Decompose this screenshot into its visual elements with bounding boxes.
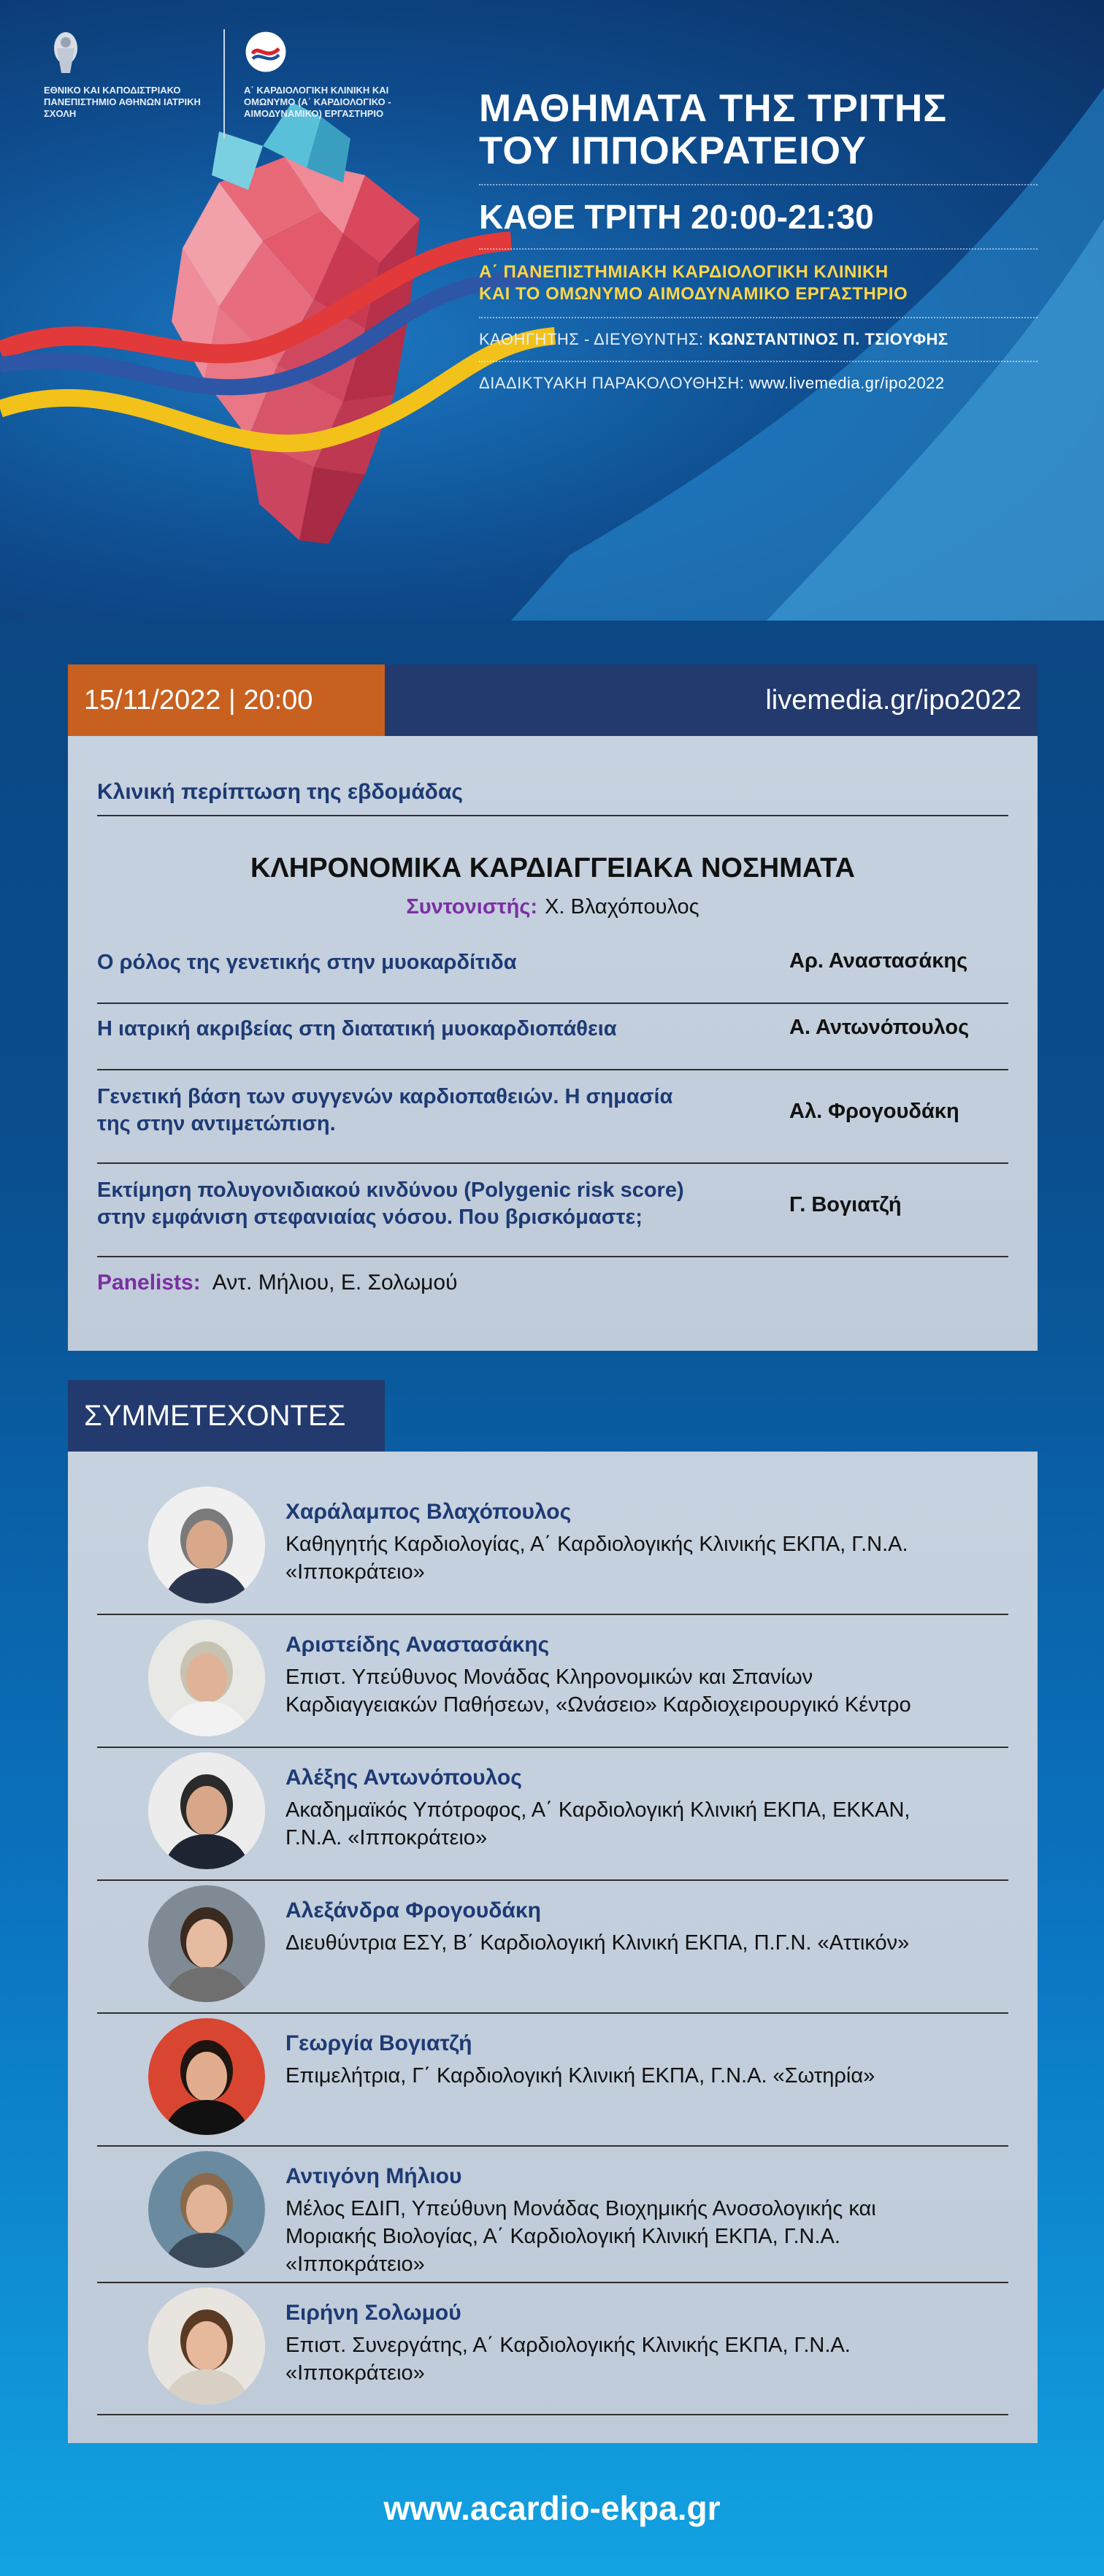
divider	[97, 1162, 1008, 1164]
divider	[97, 2282, 1008, 2283]
divider	[97, 1256, 1008, 1257]
participant-name: Γεωργία Βογιατζή	[285, 2031, 472, 2055]
session-title: ΚΛΗΡΟΝΟΜΙΚΑ ΚΑΡΔΙΑΓΓΕΙΑΚΑ ΝΟΣΗΜΑΤΑ	[250, 853, 855, 883]
avatar	[148, 1752, 265, 1869]
date-bar	[68, 664, 1038, 736]
participant-description-line: Επιστ. Υπεύθυνος Μονάδας Κληρονομικών και Σπανίων	[285, 1665, 813, 1689]
hero-info	[479, 88, 1038, 393]
session-date: 15/11/2022 | 20:00	[68, 664, 385, 736]
clinic-name: Α΄ ΚΑΡΔΙΟΛΟΓΙΚΗ ΚΛΙΝΙΚΗ ΚΑΙ ΟΜΩΝΥΜΟ (Α΄ ΚΑΡΔΙΟΛΟΓΙΚΟ - ΑΙΜΟΔΥΝΑΜΙΚΟ) ΕΡΓΑΣΤΗΡΙΟ	[244, 85, 391, 119]
avatar	[148, 1619, 265, 1736]
divider	[479, 361, 1038, 362]
talk-title	[97, 1084, 710, 1138]
hero-banner	[0, 0, 1104, 621]
talk-title: Ο ρόλος της γενετικής στην μυοκαρδίτιδα	[97, 951, 517, 974]
participant-description-line: Γ.Ν.Α. «Ιπποκράτειο»	[285, 1826, 488, 1849]
divider	[97, 2145, 1008, 2147]
coordinator-label: Συντονιστής:	[406, 895, 538, 919]
footer-link[interactable]: www.acardio-ekpa.gr	[383, 2489, 721, 2527]
clinic-logo	[244, 26, 405, 139]
hero-title-line1: ΜΑΘΗΜΑΤΑ ΤΗΣ ΤΡΙΤΗΣ	[479, 87, 948, 130]
divider	[479, 317, 1038, 318]
divider	[97, 1614, 1008, 1615]
program-card	[68, 736, 1038, 1351]
panelists-label: Panelists:	[97, 1270, 201, 1295]
divider	[97, 1747, 1008, 1748]
director-label: ΚΑΘΗΓΗΤΗΣ - ΔΙΕΥΘΥΝΤΗΣ:	[479, 330, 704, 348]
director-line	[479, 330, 1038, 349]
participant-description	[285, 1796, 986, 1852]
hero-title-line2: ΤΟΥ ΙΠΠΟΚΡΑΤΕΙΟΥ	[479, 129, 867, 172]
talk-title-line1: Γενετική βάση των συγγενών καρδιοπαθειών. Η σημασία	[97, 1085, 673, 1108]
participant-description	[285, 1663, 986, 1719]
participant-description-line: «Ιπποκράτειο»	[285, 1560, 425, 1584]
participants-heading: ΣΥΜΜΕΤΕΧΟΝΤΕΣ	[68, 1380, 385, 1452]
hero-schedule: ΚΑΘΕ ΤΡΙΤΗ 20:00-21:30	[479, 198, 874, 236]
divider	[97, 1003, 1008, 1004]
talk-speaker: Α. Αντωνόπουλος	[789, 1016, 970, 1039]
coordinator-line	[68, 895, 1038, 919]
participant-description	[285, 1530, 986, 1586]
talk-title-line2: της στην αντιμετώπιση.	[97, 1112, 336, 1135]
participant-description	[285, 2062, 986, 2090]
participant-description-line: Μέλος ΕΔΙΠ, Υπεύθυνη Μονάδας Βιοχημικής Ανοσολογικής και	[285, 2197, 876, 2220]
logo-divider	[223, 29, 225, 139]
director-name: ΚΩΝΣΤΑΝΤΙΝΟΣ Π. ΤΣΙΟΥΦΗΣ	[708, 330, 948, 348]
participant-description-line: Καθηγητής Καρδιολογίας, Α΄ Καρδιολογικής Κλινικής ΕΚΠΑ, Γ.Ν.Α.	[285, 1533, 908, 1556]
divider	[97, 1879, 1008, 1881]
section-label: Κλινική περίπτωση της εβδομάδας	[97, 780, 463, 804]
university-logo	[44, 26, 204, 139]
talk-row	[97, 1084, 1008, 1142]
clinic-line1: Α΄ ΠΑΝΕΠΙΣΤΗΜΙΑΚΗ ΚΑΡΔΙΟΛΟΓΙΚΗ ΚΛΙΝΙΚΗ	[479, 262, 889, 282]
divider	[97, 1069, 1008, 1070]
participants-card	[68, 1452, 1038, 2443]
participant-description-line: Επιστ. Συνεργάτης, Α΄ Καρδιολογικής Κλινικής ΕΚΠΑ, Γ.Ν.Α.	[285, 2334, 851, 2357]
participant-name: Αριστείδης Αναστασάκης	[285, 1633, 550, 1657]
talk-speaker: Γ. Βογιατζή	[789, 1193, 902, 1216]
divider	[97, 2414, 1008, 2415]
divider	[479, 248, 1038, 250]
coordinator-name: Χ. Βλαχόπουλος	[545, 895, 699, 919]
panelists-line	[97, 1270, 458, 1295]
participant-name: Αλεξάνδρα Φρογουδάκη	[285, 1898, 541, 1923]
talk-title-line2: στην εμφάνιση στεφανιαίας νόσου. Που βρισκόμαστε;	[97, 1205, 643, 1229]
talk-speaker: Αλ. Φρογουδάκη	[789, 1100, 959, 1123]
talk-row	[97, 1177, 1008, 1235]
talk-title	[97, 1177, 710, 1231]
participant-description-line: Ακαδημαϊκός Υπότροφος, Α΄ Καρδιολογική Κλινική ΕΚΠΑ, ΕΚΚΑΝ,	[285, 1798, 911, 1822]
stream-label: ΔΙΑΔΙΚΤΥΑΚΗ ΠΑΡΑΚΟΛΟΥΘΗΣΗ:	[479, 374, 745, 392]
clinic-logo-icon	[244, 26, 288, 77]
stream-link[interactable]: www.livemedia.gr/ipo2022	[749, 374, 945, 392]
participant-name: Αντιγόνη Μήλιου	[285, 2164, 462, 2188]
participant-description-line: «Ιπποκράτειο»	[285, 2361, 425, 2385]
avatar	[148, 2151, 265, 2268]
participant-name: Αλέξης Αντωνόπουλος	[285, 1766, 522, 1790]
participant-description	[285, 2331, 986, 2387]
participant-description-line: Μοριακής Βιολογίας, Α΄ Καρδιολογική Κλινική ΕΚΠΑ, Γ.Ν.Α.	[285, 2225, 840, 2248]
stream-line	[479, 374, 1038, 393]
talk-row	[97, 949, 1008, 1008]
avatar	[148, 1487, 265, 1603]
participant-description-line: «Ιπποκράτειο»	[285, 2253, 425, 2276]
panelists-names: Αντ. Μήλιου, Ε. Σολωμού	[212, 1270, 458, 1295]
avatar	[148, 1885, 265, 2002]
university-name: ΕΘΝΙΚΟ ΚΑΙ ΚΑΠΟΔΙΣΤΡΙΑΚΟ ΠΑΝΕΠΙΣΤΗΜΙΟ ΑΘΗΝΩΝ ΙΑΤΡΙΚΗ ΣΧΟΛΗ	[44, 85, 201, 119]
avatar	[148, 2288, 265, 2404]
talk-row	[97, 1016, 1008, 1074]
talk-speaker: Αρ. Αναστασάκης	[789, 949, 968, 973]
divider	[97, 815, 1008, 816]
participant-description-line: Διευθύντρια ΕΣΥ, Β΄ Καρδιολογική Κλινική ΕΚΠΑ, Π.Γ.Ν. «Αττικόν»	[285, 1931, 910, 1955]
participant-description-line: Καρδιαγγειακών Παθήσεων, «Ωνάσειο» Καρδιοχειρουργικό Κέντρο	[285, 1693, 911, 1717]
clinic-line2: ΚΑΙ ΤΟ ΟΜΩΝΥΜΟ ΑΙΜΟΔΥΝΑΜΙΚΟ ΕΡΓΑΣΤΗΡΙΟ	[479, 284, 908, 304]
talk-title: Η ιατρική ακριβείας στη διατατική μυοκαρδιοπάθεια	[97, 1017, 617, 1040]
divider	[97, 2012, 1008, 2014]
divider	[479, 184, 1038, 185]
participant-description	[285, 2195, 986, 2278]
participant-name: Ειρήνη Σολωμού	[285, 2301, 461, 2325]
logos	[44, 26, 405, 139]
avatar	[148, 2018, 265, 2135]
talk-title-line1: Εκτίμηση πολυγονιδιακού κινδύνου (Polygenic risk score)	[97, 1178, 684, 1202]
participant-name: Χαράλαμπος Βλαχόπουλος	[285, 1500, 572, 1524]
participant-description	[285, 1929, 986, 1957]
participant-description-line: Επιμελήτρια, Γ΄ Καρδιολογική Κλινική ΕΚΠΑ, Γ.Ν.Α. «Σωτηρία»	[285, 2064, 875, 2088]
athena-logo-icon	[44, 26, 88, 77]
session-link[interactable]: livemedia.gr/ipo2022	[385, 664, 1038, 736]
